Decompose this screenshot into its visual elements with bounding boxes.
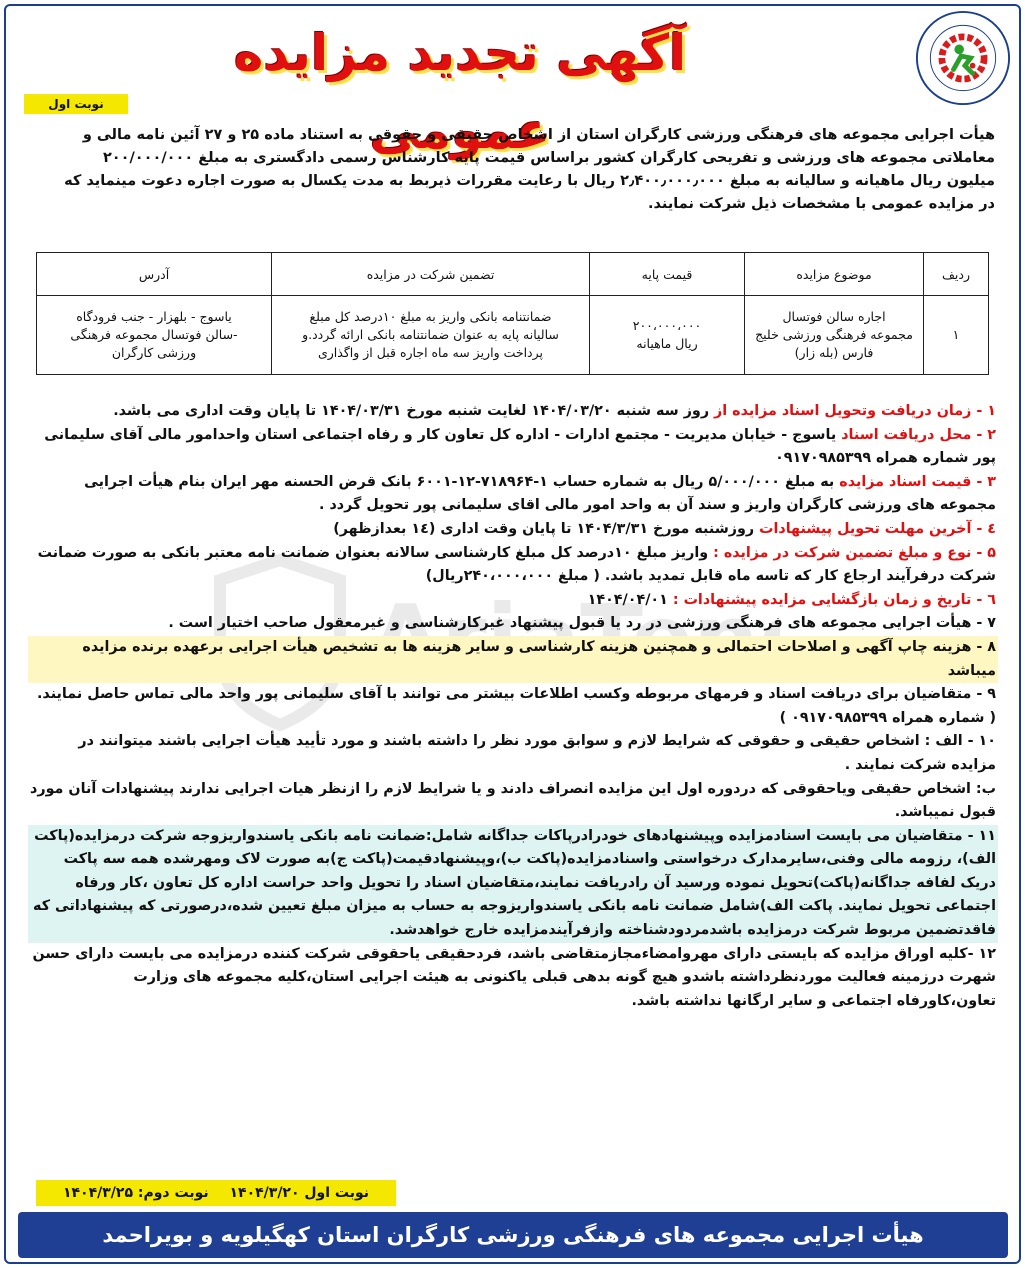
auction-table	[36, 252, 989, 375]
footer-banner: هیأت اجرایی مجموعه های فرهنگی ورزشی کارگران استان کهگیلویه و بویراحمد	[18, 1212, 1008, 1258]
cell-line: ریال ماهیانه	[636, 336, 698, 351]
clause-text: ۱۱ - متقاضیان می بایست اسنادمزایده وپیشنهادهای خودرادرپاکات جداگانه شامل:ضمانت نامه بانکی یاسندواریزوجه شرکت درمزایده(پاکت الف)، رزومه مالی وفنی،سایرمدارک درخواستی واسنادمزایده(پاکت ب)،وپیشنهادقیمت(پاکت ج)به صورت لاک ومهرشده همه سه پاکت دریک لفافه جداگانه(پاکت)تحویل نموده ورسید آن رادریافت نمایند،متقاضیان اسناد را تحویل واحد حراست اداره کل تعاون ،کار ورفاه اجتماعی تحویل نمایند. پاکت الف)شامل ضمانت نامه بانکی یاسندواریزوجه به حساب به میزان مبلغ تعیین شده،درصورتی که پیشنهاداتی که فاقدتضمین مربوط شرکت درمزایده باشدمردودشناخته وازفرآیندمزایده خارج خواهدشد.	[33, 827, 996, 939]
cell-tazmin	[272, 296, 590, 375]
intro-line: معاملاتی مجموعه های ورزشی و تفریحی کارگران کشور براساس قیمت پایه کارشناس رسمی دادگستری به مبلغ ۲۰۰/۰۰۰/۰۰۰	[102, 150, 995, 166]
clauses-list	[28, 400, 998, 1013]
cell-adres	[37, 296, 272, 375]
clause-text: ۱۴۰۴/۰۴/۰۱	[587, 591, 668, 608]
clause-10-alef	[28, 730, 998, 777]
cell-gheimat	[590, 296, 745, 375]
cell-mozu	[745, 296, 924, 375]
publication-dates	[36, 1180, 396, 1206]
federation-logo-icon	[915, 10, 1011, 106]
clause-lead: ۱ - زمان دریافت وتحویل اسناد مزایده از	[709, 403, 996, 419]
cell-line: -سالن فوتسال مجموعه فرهنگی	[70, 327, 238, 342]
col-mozu: موضوع مزایده	[745, 253, 924, 296]
cell-radif: ۱	[924, 296, 989, 375]
cell-line: فارس (بله زار)	[794, 345, 874, 360]
clause-6	[28, 589, 998, 613]
col-radif: ردیف	[924, 253, 989, 296]
nobat-badge: نوبت اول	[24, 94, 128, 114]
clause-text: روزشنبه مورخ ۱۴۰۴/۳/۳۱ تا پایان وقت اداری (۱٤ بعدازظهر)	[333, 520, 755, 537]
clause-7	[28, 612, 998, 636]
clause-lead: ٦ - تاریخ و زمان بازگشایی مزایده پیشنهادات :	[667, 591, 996, 608]
clause-lead: ٤ - آخرین مهلت تحویل پیشنهادات	[754, 520, 996, 537]
clause-text: یاسوج - خیابان مدیریت - مجتمع ادارات - اداره کل تعاون کار و رفاه اجتماعی استان واحدامور مالی آقای سلیمانی پور شماره همراه ۰۹۱۷۰۹۸۵۳۹۹	[44, 426, 996, 467]
clause-text: روز سه شنبه ۱۴۰۴/۰۳/۲۰ لغایت شنبه مورخ ۱۴۰۴/۰۳/۳۱ تا پایان وقت اداری می باشد.	[113, 403, 710, 419]
clause-2	[28, 424, 998, 471]
cell-line: مجموعه فرهنگی ورزشی خلیج	[755, 327, 913, 342]
intro-line: در مزایده عمومی با مشخصات ذیل شرکت نمایند.	[648, 196, 995, 212]
clause-8	[28, 636, 998, 683]
date-first: نوبت اول ۱۴۰۴/۳/۲۰	[229, 1185, 370, 1201]
cell-line: سالیانه پایه به عنوان ضمانتنامه بانکی ارائه گردد.و	[302, 327, 559, 342]
clause-text: ۱۲ -کلیه اوراق مزایده که بایستی دارای مهروامضاءمجازمتقاضی باشد، فردحقیقی یاحقوقی شرکت کننده درمزایده می بایست دارای حسن شهرت درزمینه فعالیت موردنظرداشته باشدو هیچ گونه بدهی قبلی یاکنونی به هیئت اجرایی استان،کلیه مجموعه های وزارت تعاون،کاورفاه اجتماعی و سایر ارگانها نداشته باشد.	[32, 945, 996, 1009]
cell-line: ضمانتنامه بانکی واریز به مبلغ ۱۰درصد کل مبلغ	[309, 309, 552, 324]
cell-line: یاسوج - بلهزار - جنب فرودگاه	[76, 309, 232, 324]
clause-4	[28, 518, 998, 542]
clause-lead: ۲ - محل دریافت اسناد	[836, 426, 996, 443]
clause-text: ۸ - هزینه چاپ آگهی و اصلاحات احتمالی و همچنین هزینه کارشناسی و سایر هزینه ها به تشخیص هیأت اجرایی برعهده برنده مزایده میباشد	[82, 638, 996, 679]
intro-line: هیأت اجرایی مجموعه های فرهنگی ورزشی کارگران استان از اشخاص حقیقی و حقوقی به استناد ماده ۲۵ و ۲۷ آئین نامه مالی و	[82, 127, 995, 143]
clause-lead: ۵ - نوع و مبلغ تضمین شرکت در مزایده :	[708, 544, 996, 561]
clause-text: واریز مبلغ ۱۰درصد کل مبلغ کارشناسی سالانه بعنوان ضمانت نامه معتبر بانکی به صورت ضمانت شرکت درفرآیند ارجاع کار که تاسه ماه قابل تمدید باشد. ( مبلغ ۲۴۰،۰۰۰،۰۰۰ریال)	[37, 544, 996, 585]
clause-11	[28, 825, 998, 943]
cell-line: اجاره سالن فوتسال	[782, 309, 886, 324]
col-gheimat: قیمت پایه	[590, 253, 745, 296]
col-tazmin: تضمین شرکت در مزایده	[272, 253, 590, 296]
clause-lead: ۳ - قیمت اسناد مزایده	[834, 473, 996, 490]
clause-text: ۷ - هیأت اجرایی مجموعه های فرهنگی ورزشی در رد یا قبول پیشنهاد غیرکارشناسی و غیرمعقول صاحب اختیار است .	[168, 615, 996, 632]
clause-text: به مبلغ ۵/۰۰۰/۰۰۰ ریال به شماره حساب ۱-۷۱۸۹۶۴-۱۲-۶۰۰۱ بانک قرض الحسنه مهر ایران بنام هیأت اجرایی مجموعه های ورزشی کارگران واریز و سند آن به واحد امور مالی اقای سلیمانی پور تحویل گردد .	[84, 473, 996, 514]
cell-line: پرداخت واریز سه ماه اجاره قبل از واگذاری	[317, 345, 543, 360]
cell-line: ورزشی کارگران	[111, 345, 197, 360]
clause-1	[28, 400, 998, 424]
clause-3	[28, 471, 998, 518]
clause-text: ۹ - متقاضیان برای دریافت اسناد و فرمهای مربوطه وکسب اطلاعات بیشتر می توانند با آقای سلیمانی پور واحد مالی تماس حاصل نمایند. ( شماره همراه ۰۹۱۷۰۹۸۵۳۹۹ )	[37, 686, 996, 726]
page-title: آگهی تجدید مزایده عمومی	[233, 24, 687, 160]
date-second: نوبت دوم: ۱۴۰۴/۳/۲۵	[62, 1185, 209, 1201]
cell-line: ۲۰۰،۰۰۰،۰۰۰	[632, 318, 702, 333]
intro-paragraph	[30, 124, 995, 216]
table-row	[37, 296, 989, 375]
clause-10-be	[28, 778, 998, 825]
clause-9	[28, 683, 998, 730]
clause-text: ب: اشخاص حقیقی ویاحقوقی که دردوره اول این مزایده انصراف دادند و یا شرایط لازم را ازنظر هیات اجرایی ندارند پیشنهادات آنان مورد قبول نمیباشد.	[30, 780, 996, 821]
clause-text: ۱۰ - الف : اشخاص حقیقی و حقوقی که شرایط لازم و سوابق مورد نظر را داشته باشند و مورد تأیید هیأت اجرایی باشند میتوانند در مزایده شرکت نمایند .	[78, 733, 996, 773]
table-header-row	[37, 253, 989, 296]
clause-12	[28, 943, 998, 1014]
col-adres: آدرس	[37, 253, 272, 296]
clause-5	[28, 542, 998, 589]
intro-line: میلیون ریال ماهیانه و سالیانه به مبلغ ۲٫۴۰۰٫۰۰۰٫۰۰۰ ریال با رعایت مقررات ذیربط به مدت یکسال به صورت اجاره دعوت مینماید که	[64, 173, 995, 189]
